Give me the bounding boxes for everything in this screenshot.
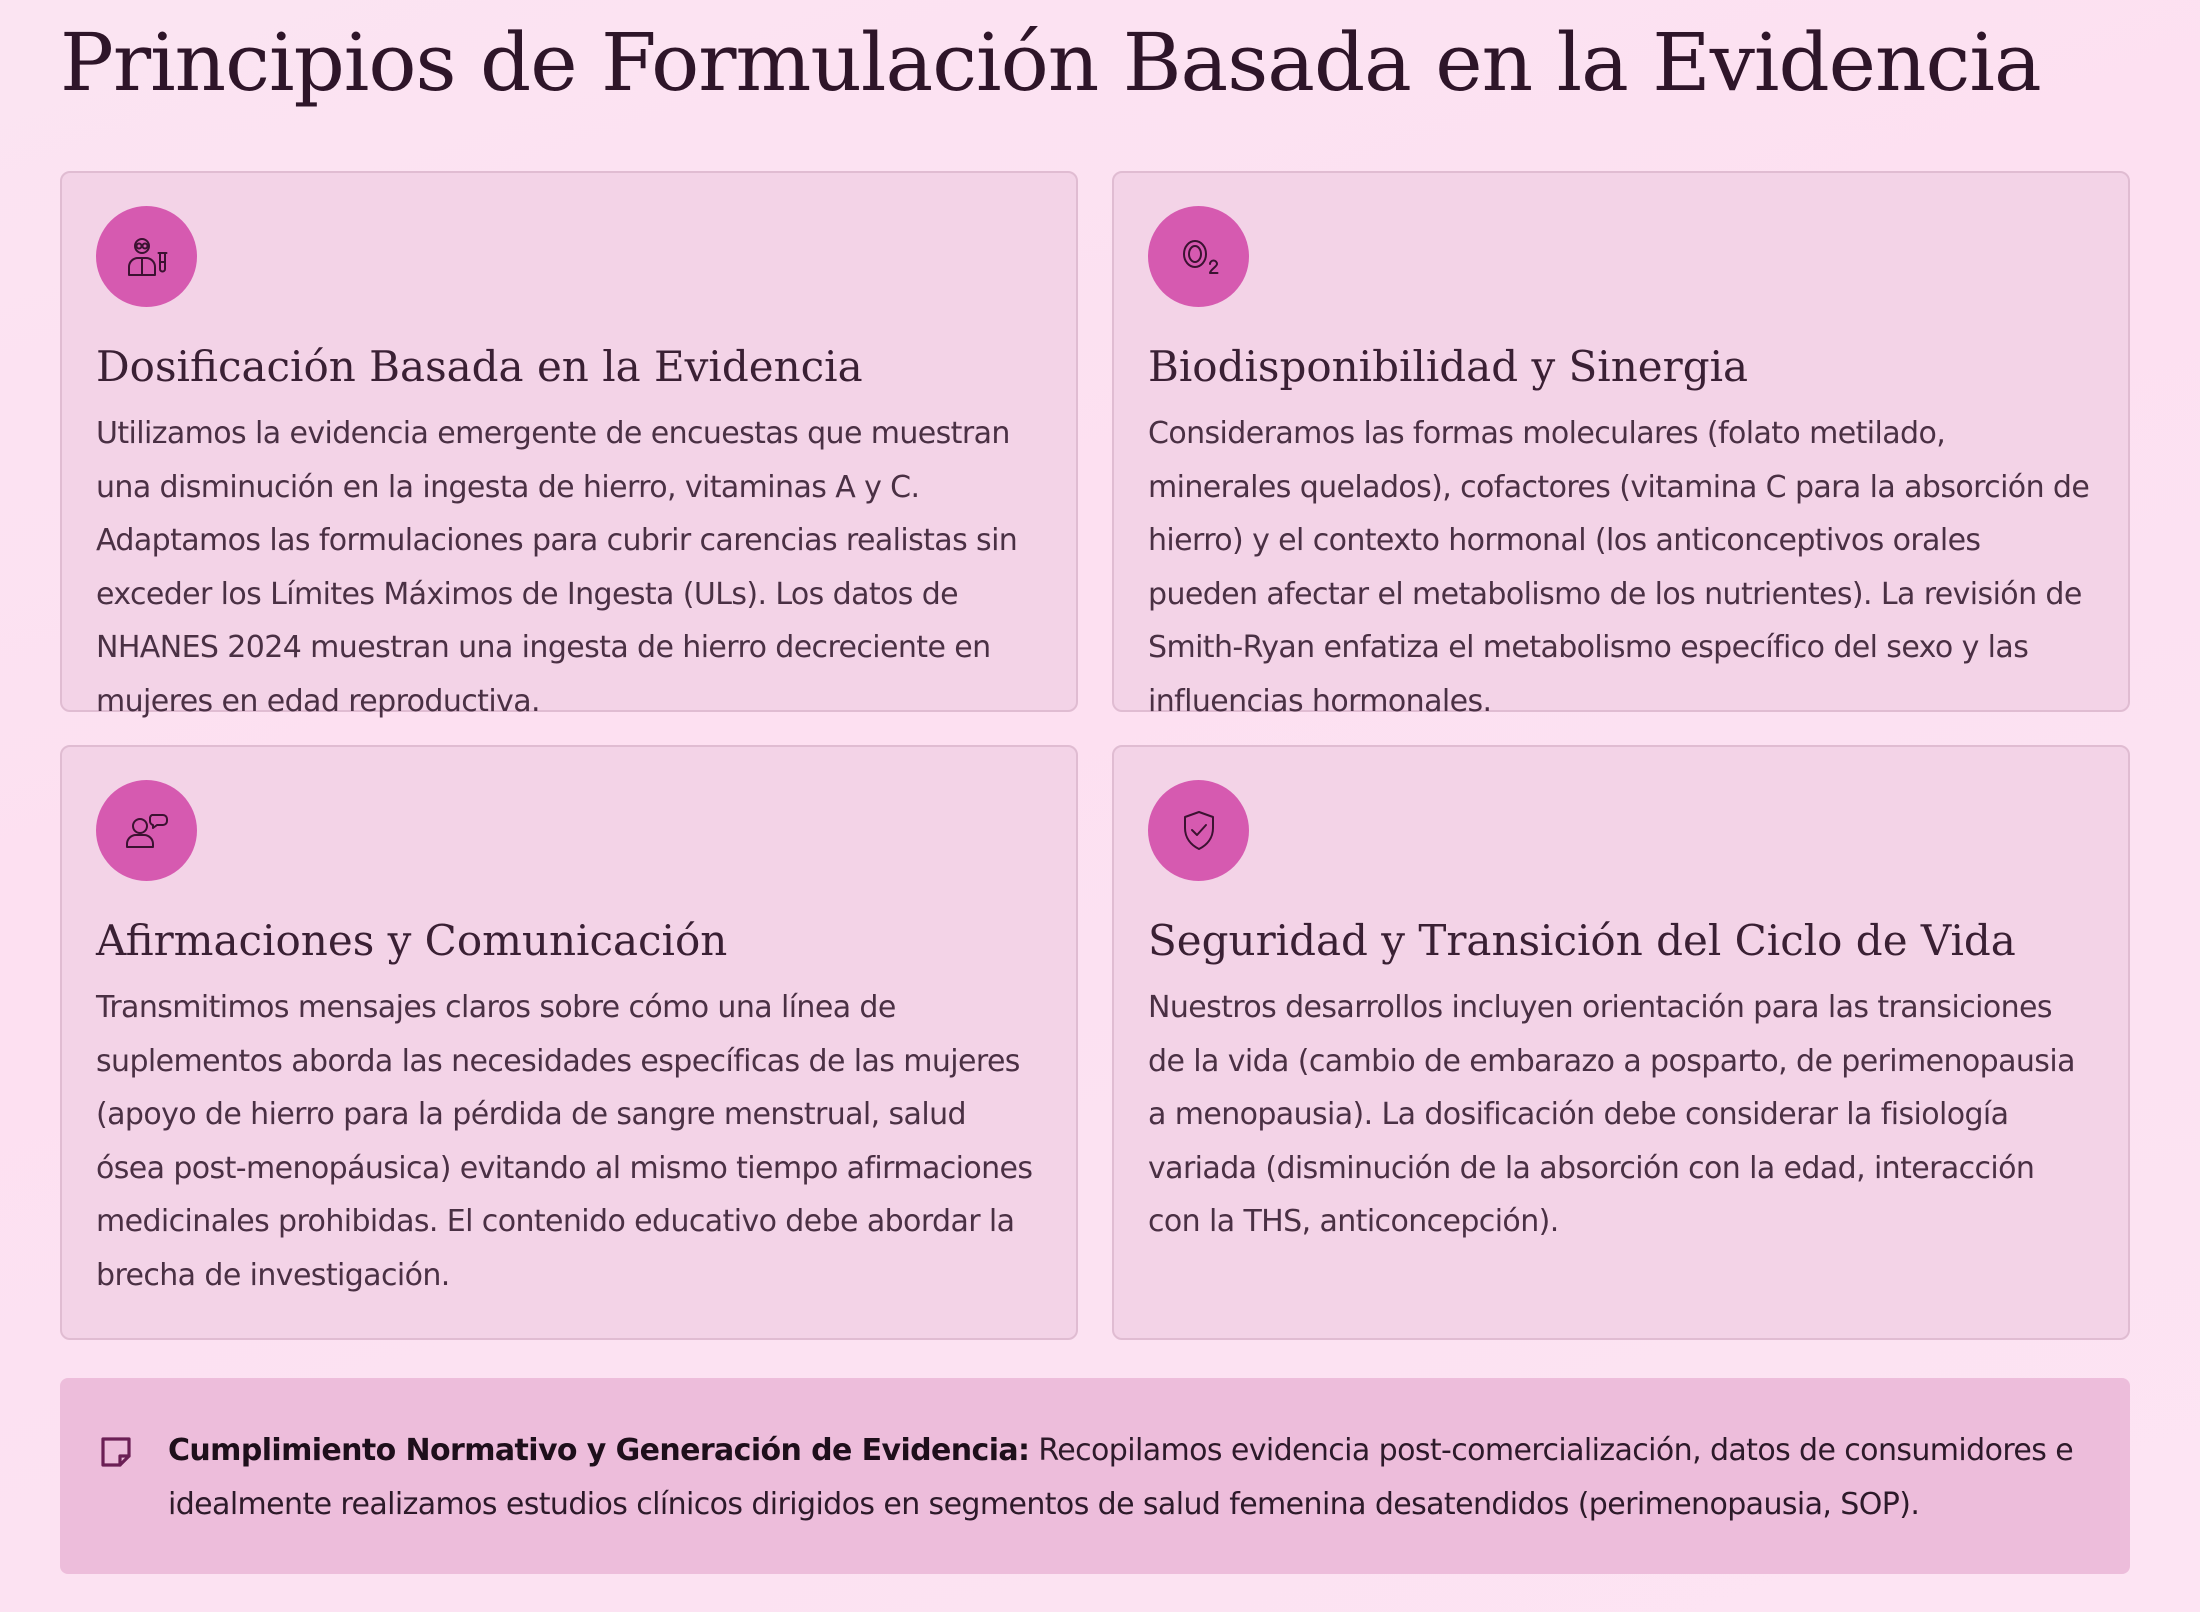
shield-check-icon xyxy=(1148,780,1249,881)
scientist-icon xyxy=(96,206,197,307)
card-claims-communication xyxy=(60,745,1078,1340)
card-text: Utilizamos la evidencia emergente de encuestas que muestran una disminución en la ingesta de hierro, vitaminas A y C. Adaptamos las formulaciones para cubrir carencias realistas sin exceder los Límites Máximos de Ingesta (ULs). Los datos de NHANES 2024 muestran una ingesta de hierro decreciente en mujeres en edad reproductiva. xyxy=(96,416,1018,719)
compliance-note xyxy=(60,1378,2130,1574)
page-title: Principios de Formulación Basada en la Evidencia xyxy=(60,16,2041,109)
card-evidence-dosing xyxy=(60,171,1078,719)
card-title: Dosificación Basada en la Evidencia xyxy=(96,342,863,391)
card-title: Seguridad y Transición del Ciclo de Vida xyxy=(1148,916,2016,965)
note-text xyxy=(168,1424,2090,1532)
card-text: Consideramos las formas moleculares (folato metilado, minerales quelados), cofactores (vitamina C para la absorción de hierro) y el contexto hormonal (los anticonceptivos orales pueden afectar el metabolismo de los nutrientes). La revisión de Smith-Ryan enfatiza el metabolismo específico del sexo y las influencias hormonales. xyxy=(1148,416,2090,719)
note-icon xyxy=(98,1434,134,1470)
note-label: Cumplimiento Normativo y Generación de Evidencia: xyxy=(168,1433,1030,1468)
card-title: Afirmaciones y Comunicación xyxy=(96,916,728,965)
card-text: Transmitimos mensajes claros sobre cómo una línea de suplementos aborda las necesidades específicas de las mujeres (apoyo de hierro para la pérdida de sangre menstrual, salud ósea post-menopáusica) evitando al mismo tiempo afirmaciones medicinales prohibidas. El contenido educativo debe abordar la brecha de investigación. xyxy=(96,990,1033,1293)
card-text: Nuestros desarrollos incluyen orientación para las transiciones de la vida (cambio de embarazo a posparto, de perimenopausia a menopausia). La dosificación debe considerar la fisiología variada (disminución de la absorción con la edad, interacción con la THS, anticoncepción). xyxy=(1148,990,2075,1239)
oxygen-icon xyxy=(1148,206,1249,307)
card-title: Biodisponibilidad y Sinergia xyxy=(1148,342,1749,391)
card-safety-lifecycle xyxy=(1112,745,2130,1340)
note-body: Recopilamos evidencia post-comercialización, datos de consumidores e idealmente realizamos estudios clínicos dirigidos en segmentos de salud femenina desatendidos (perimenopausia, SOP). xyxy=(168,1433,2074,1522)
card-bioavailability xyxy=(1112,171,2130,719)
users-chat-icon xyxy=(96,780,197,881)
